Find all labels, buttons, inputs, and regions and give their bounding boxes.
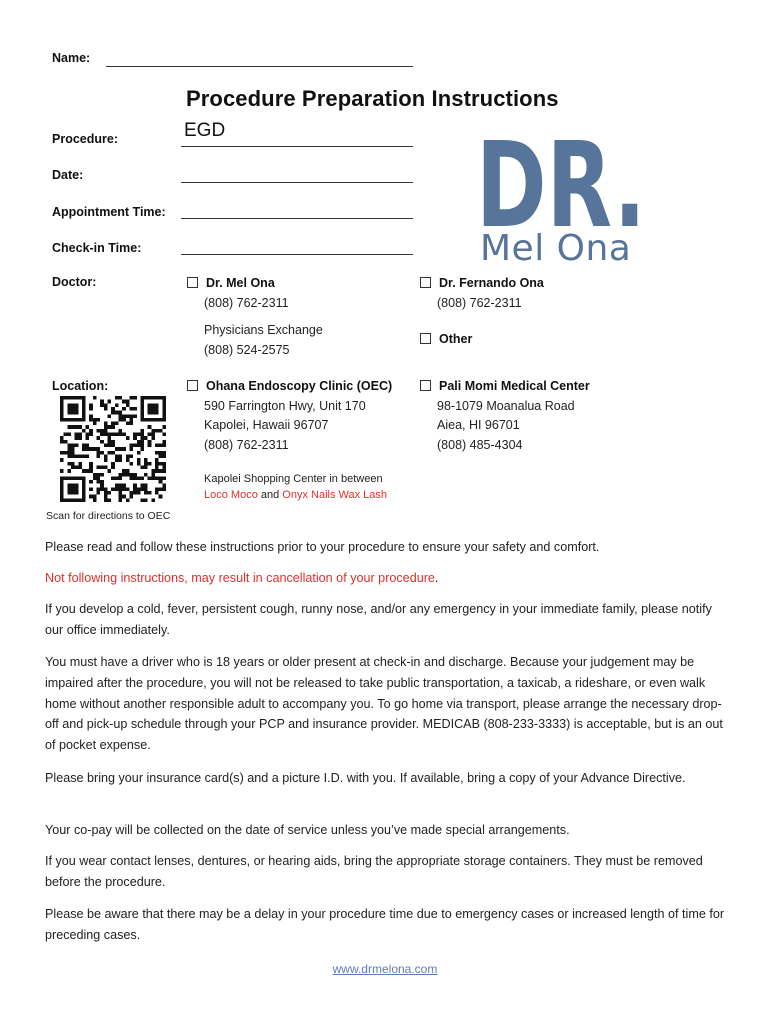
oec-directions-note — [204, 471, 387, 503]
dr-mel-ona-logo — [478, 122, 648, 272]
checkbox-icon[interactable] — [420, 333, 431, 344]
oec-address2: Kapolei, Hawaii 96707 — [204, 418, 329, 432]
location-option-pali-momi[interactable]: Pali Momi Medical Center 98-1079 Moanalua Road Aiea, HI 96701 (808) 485-4304 — [420, 377, 590, 455]
oec-note-line1: Kapolei Shopping Center in between — [204, 473, 383, 485]
procedure-label: Procedure: — [52, 132, 118, 146]
physicians-exchange-name: Physicians Exchange — [204, 323, 323, 337]
pali-momi-phone: (808) 485-4304 — [437, 437, 523, 452]
qr-code[interactable] — [60, 396, 166, 502]
pali-momi-address2: Aiea, HI 96701 — [437, 418, 520, 432]
physicians-exchange-phone: (808) 524-2575 — [204, 342, 290, 357]
doctor-option-other[interactable]: Other — [420, 330, 472, 350]
copay-paragraph: Your co-pay will be collected on the date of service unless you’ve made special arrangements. — [45, 823, 570, 837]
onyx-nails-text: Onyx Nails Wax Lash — [282, 489, 388, 501]
insurance-paragraph: Please bring your insurance card(s) and a picture I.D. with you. If available, bring a copy of your Advance Directive. — [45, 771, 686, 785]
logo-mark — [478, 122, 648, 234]
warning-paragraph — [45, 568, 730, 589]
intro-paragraph: Please read and follow these instructions prior to your procedure to ensure your safety and comfort. — [45, 540, 600, 554]
illness-paragraph: If you develop a cold, fever, persistent cough, runny nose, and/or any emergency in your immediate family, please notify our office immediately. — [45, 602, 712, 637]
website-link-wrapper — [0, 962, 770, 976]
doctor-option-fernando-ona[interactable]: Dr. Fernando Ona (808) 762-2311 — [420, 274, 544, 313]
checkbox-icon[interactable] — [187, 277, 198, 288]
doctor-option-mel-ona[interactable]: Dr. Mel Ona (808) 762-2311 — [187, 274, 289, 313]
checkbox-icon[interactable] — [420, 277, 431, 288]
location-option-oec[interactable]: Ohana Endoscopy Clinic (OEC) 590 Farrington Hwy, Unit 170 Kapolei, Hawaii 96707 (808) 762-2311 — [187, 377, 392, 455]
checkbox-icon[interactable] — [420, 380, 431, 391]
warning-text: Not following instructions, may result in cancellation of your procedure — [45, 571, 435, 585]
physicians-exchange — [204, 321, 323, 360]
procedure-field[interactable] — [181, 146, 413, 147]
driver-paragraph: You must have a driver who is 18 years or older present at check-in and discharge. Because your judgement may be impaired after the procedure, you will not be released to take public transportation, a taxicab, a rideshare, or even walk home without another responsible adult to accompany you. To go home via transport, please arrange the necessary drop-off and pick-up schedule through your PCP and insurance provider. MEDICAB (808-233-3333) is acceptable, but is an out of pocket expense. — [45, 655, 723, 753]
location-label: Location: — [52, 379, 109, 393]
doctor-phone: (808) 762-2311 — [437, 295, 522, 310]
page-title: Procedure Preparation Instructions — [186, 86, 559, 111]
logo-dr-text: DR. — [478, 122, 646, 234]
contacts-paragraph: If you wear contact lenses, dentures, or hearing aids, bring the appropriate storage containers. They must be removed before the procedure. — [45, 854, 703, 889]
doctor-phone: (808) 762-2311 — [204, 295, 289, 310]
doctor-label: Doctor: — [52, 275, 97, 289]
procedure-value: EGD — [184, 120, 226, 141]
oec-address1: 590 Farrington Hwy, Unit 170 — [204, 398, 366, 413]
name-field[interactable] — [106, 66, 413, 67]
checkin-time-label: Check-in Time: — [52, 241, 142, 255]
appointment-time-field[interactable] — [181, 218, 413, 219]
warning-period: . — [434, 571, 439, 585]
pali-momi-address1: 98-1079 Moanalua Road — [437, 398, 575, 413]
checkin-time-field[interactable] — [181, 254, 413, 255]
appointment-time-label: Appointment Time: — [52, 205, 166, 219]
oec-phone: (808) 762-2311 — [204, 437, 289, 452]
and-text: and — [257, 489, 283, 501]
date-label: Date: — [52, 168, 84, 182]
website-link[interactable]: www.drmelona.com — [332, 962, 438, 976]
delay-paragraph: Please be aware that there may be a delay in your procedure time due to emergency cases or increased length of time for preceding cases. — [45, 907, 725, 942]
qr-code-graphic — [60, 396, 166, 502]
name-label: Name: — [52, 51, 91, 65]
oec-note-line2 — [204, 487, 387, 503]
loco-moco-text: Loco Moco — [204, 489, 258, 501]
logo-name: Mel Ona — [480, 228, 632, 269]
qr-caption: Scan for directions to OEC — [46, 510, 171, 522]
checkbox-icon[interactable] — [187, 380, 198, 391]
date-field[interactable] — [181, 182, 413, 183]
